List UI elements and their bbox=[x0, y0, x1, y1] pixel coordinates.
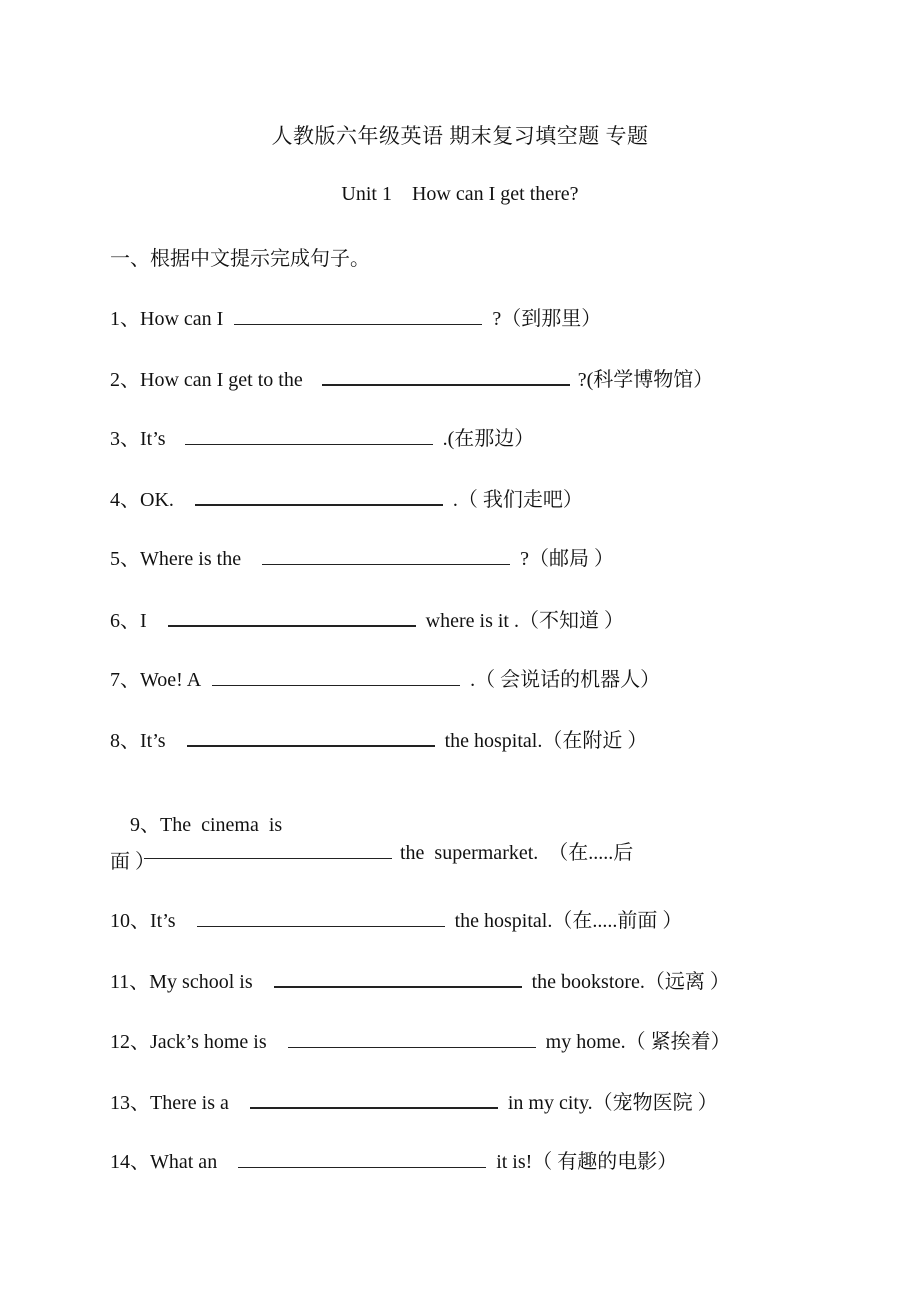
question-text-after: my home.（ 紧挨着） bbox=[545, 1031, 731, 1053]
question-text-after: .（ 我们走吧） bbox=[452, 489, 583, 511]
question-text-before: Woe! A bbox=[140, 669, 202, 691]
answer-blank[interactable] bbox=[195, 484, 443, 506]
question-6 bbox=[110, 605, 820, 634]
question-14 bbox=[110, 1147, 820, 1175]
question-8 bbox=[110, 725, 820, 754]
question-5 bbox=[110, 544, 820, 572]
question-number: 13、 bbox=[110, 1092, 150, 1114]
question-10 bbox=[110, 906, 820, 934]
answer-blank[interactable] bbox=[288, 1027, 536, 1048]
question-text-after: .（ 会说话的机器人） bbox=[470, 669, 661, 691]
question-text-before: What an bbox=[150, 1151, 218, 1173]
question-text-after: the hospital.（在附近 ） bbox=[444, 730, 648, 752]
question-text-before: It’s bbox=[140, 428, 166, 450]
question-number: 3、 bbox=[110, 428, 140, 450]
page-title: 人教版六年级英语 期末复习填空题 专题 bbox=[271, 124, 649, 148]
question-number: 7、 bbox=[110, 669, 140, 691]
question-text-before: It’s bbox=[140, 730, 166, 752]
answer-blank[interactable] bbox=[250, 1087, 498, 1109]
answer-blank[interactable] bbox=[212, 665, 460, 686]
question-number: 5、 bbox=[110, 548, 140, 570]
answer-blank[interactable] bbox=[187, 725, 435, 747]
question-number: 4、 bbox=[110, 489, 140, 511]
answer-blank[interactable] bbox=[274, 966, 522, 988]
question-7 bbox=[110, 665, 820, 693]
answer-blank[interactable] bbox=[168, 605, 416, 627]
question-number: 2、 bbox=[110, 369, 140, 391]
answer-blank[interactable] bbox=[322, 364, 570, 386]
question-text-after: in my city.（宠物医院 ） bbox=[507, 1092, 718, 1114]
question-11 bbox=[110, 966, 820, 995]
question-text-before: The cinema is bbox=[160, 814, 283, 836]
question-13 bbox=[110, 1087, 820, 1116]
question-number: 14、 bbox=[110, 1151, 150, 1173]
answer-blank[interactable] bbox=[262, 544, 510, 565]
question-number: 12、 bbox=[110, 1031, 150, 1053]
question-1 bbox=[110, 304, 820, 332]
answer-blank[interactable] bbox=[234, 304, 482, 325]
question-text-after: the supermarket. （在.....后 bbox=[400, 842, 634, 864]
question-text-before: OK. bbox=[140, 489, 174, 511]
answer-blank[interactable] bbox=[197, 906, 445, 927]
question-number: 1、 bbox=[110, 308, 140, 330]
answer-blank[interactable] bbox=[144, 838, 392, 859]
answer-blank[interactable] bbox=[185, 424, 433, 445]
question-3 bbox=[110, 424, 820, 452]
question-4 bbox=[110, 484, 820, 513]
question-number: 6、 bbox=[110, 610, 140, 632]
question-text-before: How can I get to the bbox=[140, 369, 303, 391]
question-text-before: How can I bbox=[140, 308, 224, 330]
question-text-before: Jack’s home is bbox=[150, 1031, 267, 1053]
question-text-before: Where is the bbox=[140, 548, 242, 570]
question-text-before: My school is bbox=[149, 971, 253, 993]
question-text-before: I bbox=[140, 610, 147, 632]
question-text-after: ?(科学博物馆） bbox=[577, 369, 714, 391]
question-2 bbox=[110, 364, 820, 393]
question-text-after: where is it .（不知道 ） bbox=[425, 610, 624, 632]
question-9-continuation: 面 ） bbox=[110, 851, 155, 873]
question-text-after: .(在那边） bbox=[442, 428, 535, 450]
question-text-after: the hospital.（在.....前面 ） bbox=[454, 910, 683, 932]
question-text-after: ?（邮局 ） bbox=[520, 548, 614, 570]
question-text-before: It’s bbox=[150, 910, 176, 932]
question-number: 9、 bbox=[130, 814, 160, 836]
question-text-after: it is!（ 有趣的电影） bbox=[496, 1151, 678, 1173]
unit-subtitle: Unit 1 How can I get there? bbox=[341, 183, 579, 205]
answer-blank[interactable] bbox=[238, 1147, 486, 1168]
section-heading: 一、根据中文提示完成句子。 bbox=[110, 248, 370, 270]
question-text-after: the bookstore.（远离 ） bbox=[531, 971, 730, 993]
question-text-after: ?（到那里） bbox=[492, 308, 602, 330]
question-number: 8、 bbox=[110, 730, 140, 752]
question-9 bbox=[110, 786, 820, 892]
question-number: 11、 bbox=[110, 971, 150, 993]
question-number: 10、 bbox=[110, 910, 150, 932]
question-12 bbox=[110, 1027, 820, 1055]
question-text-before: There is a bbox=[150, 1092, 229, 1114]
